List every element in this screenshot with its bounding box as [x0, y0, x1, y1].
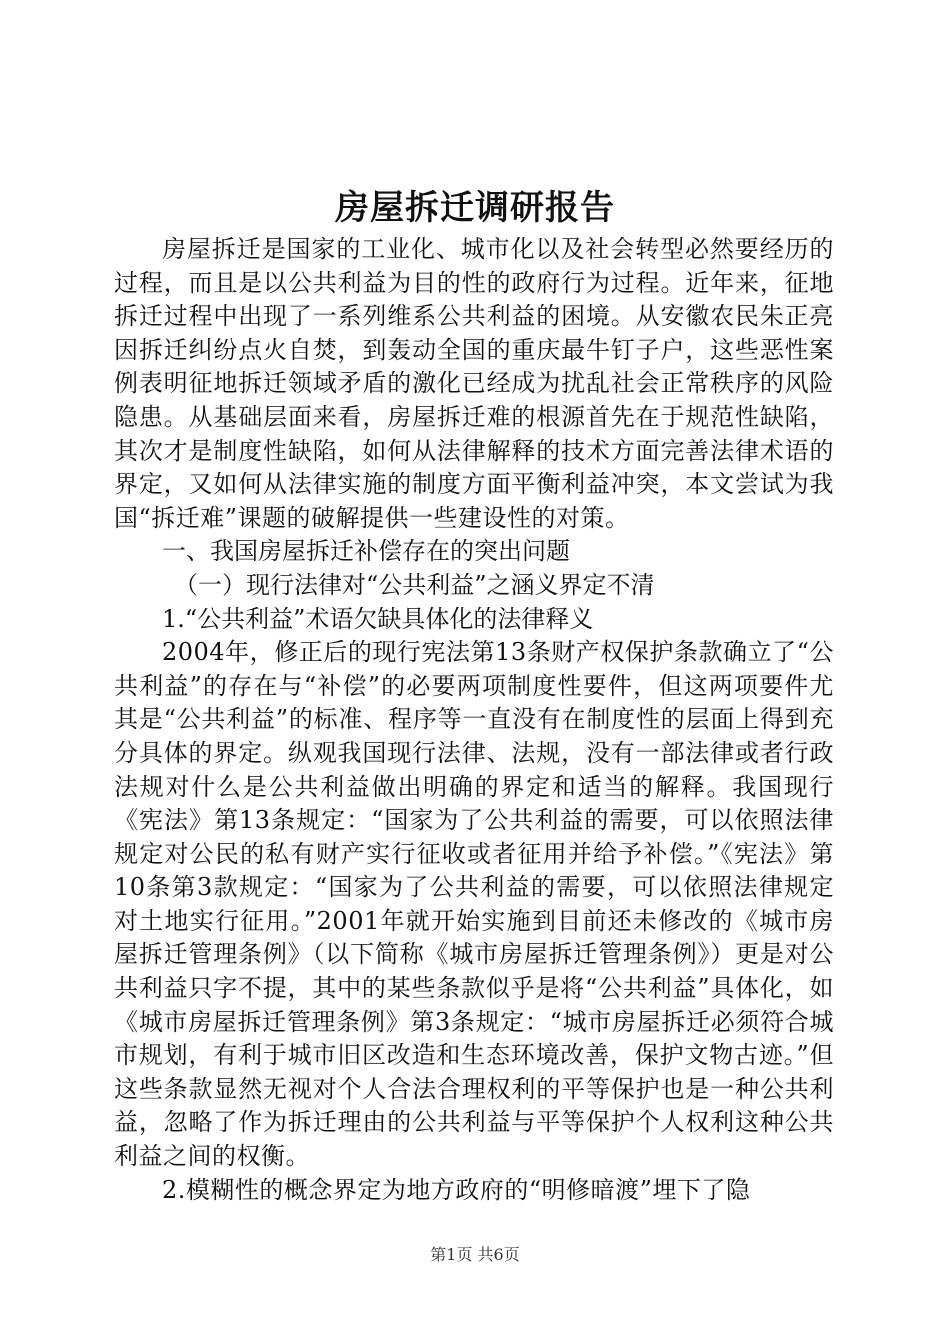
subsection-heading: （一）现行法律对“公共利益”之涵义界定不清 [174, 570, 655, 599]
document-body [114, 233, 834, 1207]
point-heading: 1.“公共利益”术语欠缺具体化的法律释义 [162, 604, 594, 633]
section-heading: 一、我国房屋拆迁补偿存在的突出问题 [162, 537, 570, 566]
document-title: 房屋拆迁调研报告 [335, 188, 615, 228]
intro-paragraph: 房屋拆迁是国家的工业化、城市化以及社会转型必然要经历的过程，而且是以公共利益为目的性的政府行为过程。近年来，征地拆迁过程中出现了一系列维系公共利益的困境。从安徽农民朱正亮因拆迁纠纷点火自焚，到轰动全国的重庆最牛钉子户，这些恶性案例表明征地拆迁领域矛盾的激化已经成为扰乱社会正常秩序的风险隐患。从基础层面来看，房屋拆迁难的根源首先在于规范性缺陷，其次才是制度性缺陷，如何从法律解释的技术方面完善法律术语的界定，又如何从法律实施的制度方面平衡利益冲突，本文尝试为我国“拆迁难”课题的破解提供一些建设性的对策。 [114, 235, 834, 532]
page-footer: 第1页 共6页 [430, 1245, 520, 1264]
body-paragraph: 2004年，修正后的现行宪法第13条财产权保护条款确立了“公共利益”的存在与“补偿”的必要两项制度性要件，但这两项要件尤其是“公共利益”的标准、程序等一直没有在制度性的层面上得到充分具体的界定。纵观我国现行法律、法规，没有一部法律或者行政法规对什么是公共利益做出明确的界定和适当的解释。我国现行《宪法》第13条规定：“国家为了公共利益的需要，可以依照法律规定对公民的私有财产实行征收或者征用并给予补偿。”《宪法》第10条第3款规定：“国家为了公共利益的需要，可以依照法律规定对土地实行征用。”2001年就开始实施到目前还未修改的《城市房屋拆迁管理条例》（以下简称《城市房屋拆迁管理条例》）更是对公共利益只字不提，其中的某些条款似乎是将“公共利益”具体化，如《城市房屋拆迁管理条例》第3条规定：“城市房屋拆迁必须符合城市规划，有利于城市旧区改造和生态环境改善，保护文物古迹。”但这些条款显然无视对个人合法合理权利的平等保护也是一种公共利益，忽略了作为拆迁理由的公共利益与平等保护个人权利这种公共利益之间的权衡。 [114, 638, 834, 1171]
body-paragraph-continued: 2.模糊性的概念界定为地方政府的“明修暗渡”埋下了隐 [162, 1175, 751, 1204]
